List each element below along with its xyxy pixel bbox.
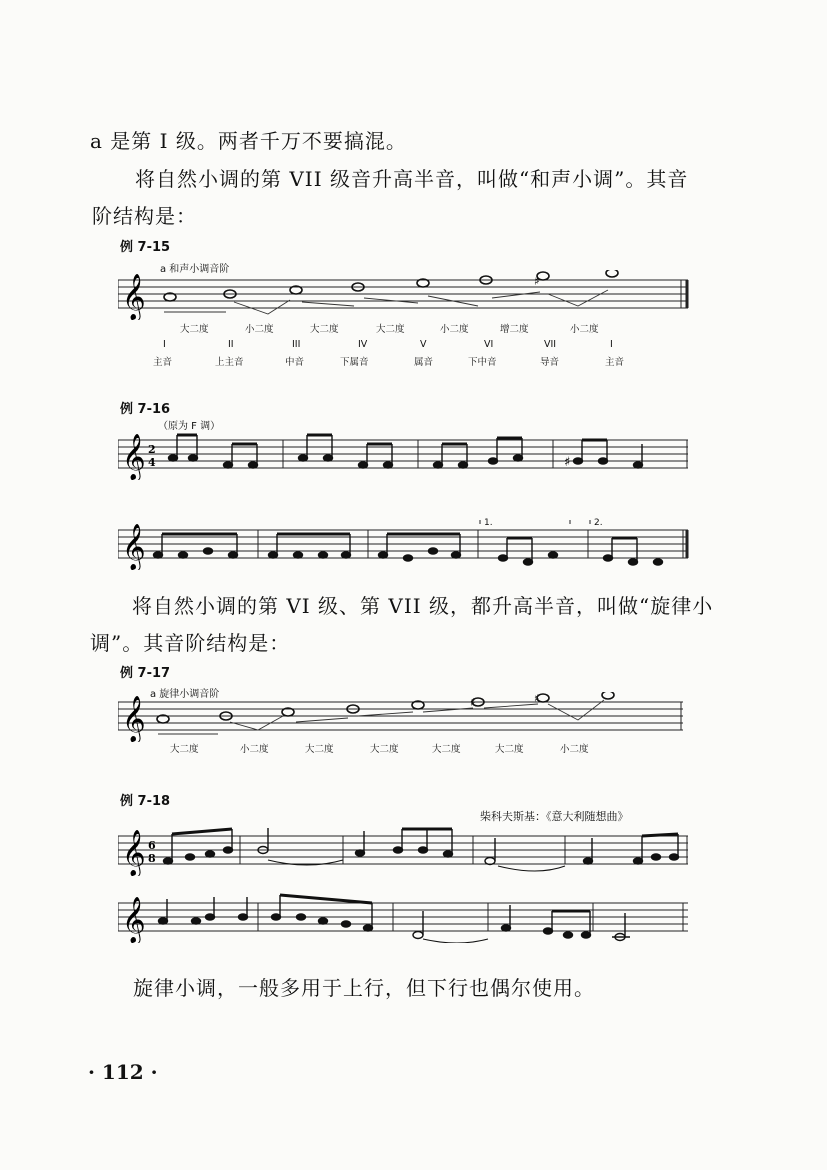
interval-label: 小二度	[560, 744, 589, 755]
interval-label: 小二度	[440, 324, 469, 335]
interval-label: 大二度	[495, 744, 524, 755]
svg-text:𝄞: 𝄞	[122, 830, 146, 876]
interval-label: 大二度	[170, 744, 199, 755]
example-caption: （原为 F 调）	[158, 421, 221, 432]
degree-numeral: I	[163, 339, 166, 350]
degree-function-name: 导音	[540, 357, 560, 368]
degree-function-name: 上主音	[215, 357, 244, 368]
degree-function-name: 中音	[285, 357, 305, 368]
example-caption: a 旋律小调音阶	[150, 689, 220, 700]
paragraph-3-line1: 将自然小调的第 VI 级、第 VII 级，都升高半音，叫做“旋律小	[132, 594, 714, 618]
interval-label: 大二度	[305, 744, 334, 755]
second-ending-label: 2.	[594, 518, 603, 528]
degree-function-name: 属音	[414, 357, 434, 368]
paragraph-4: 旋律小调，一般多用于上行，但下行也偶尔使用。	[133, 976, 595, 1000]
paragraph-1: a 是第 I 级。两者千万不要搞混。	[90, 129, 407, 153]
degree-numeral: VI	[484, 339, 494, 350]
staff-example-7-16-line1	[118, 430, 690, 480]
interval-label: 大二度	[310, 324, 339, 335]
degree-numeral: V	[420, 339, 427, 350]
svg-text:𝄞: 𝄞	[122, 696, 146, 742]
interval-label: 大二度	[432, 744, 461, 755]
degree-numeral: I	[610, 339, 613, 350]
staff-example-7-18-line1	[118, 826, 690, 876]
degree-function-name: 下属音	[340, 357, 369, 368]
svg-text:♯: ♯	[470, 696, 476, 709]
svg-text:𝄞: 𝄞	[122, 434, 146, 480]
interval-label: 小二度	[240, 744, 269, 755]
staff-example-7-16-line2	[118, 520, 690, 570]
svg-text:𝄞: 𝄞	[122, 524, 146, 570]
degree-function-name: 主音	[605, 357, 625, 368]
example-caption: a 和声小调音阶	[160, 264, 230, 275]
degree-numeral: VII	[544, 339, 557, 350]
degree-numeral: II	[228, 339, 234, 350]
svg-text:♯: ♯	[534, 692, 540, 705]
svg-text:♯: ♯	[534, 274, 540, 288]
paragraph-2-line1: 将自然小调的第 VII 级音升高半音，叫做“和声小调”。其音	[135, 167, 689, 191]
example-label: 例 7-15	[120, 240, 171, 255]
staff-example-7-15	[118, 270, 690, 320]
degree-numeral: III	[292, 339, 301, 350]
example-attribution: 柴科夫斯基：《意大利随想曲》	[480, 810, 629, 823]
interval-label: 小二度	[570, 324, 599, 335]
interval-label: 大二度	[376, 324, 405, 335]
svg-text:6: 6	[148, 839, 156, 852]
first-ending-label: 1.	[484, 518, 493, 528]
svg-text:♯: ♯	[564, 455, 571, 470]
staff-example-7-18-line2	[118, 893, 690, 943]
svg-text:𝄞: 𝄞	[122, 274, 146, 320]
paragraph-3-line2: 调”。其音阶结构是：	[90, 631, 291, 655]
example-label: 例 7-18	[120, 794, 171, 809]
svg-text:2: 2	[148, 443, 156, 456]
degree-numeral: IV	[358, 339, 368, 350]
example-label: 例 7-16	[120, 402, 171, 417]
interval-label: 增二度	[500, 324, 529, 335]
svg-text:8: 8	[148, 852, 156, 865]
interval-label: 大二度	[370, 744, 399, 755]
interval-label: 大二度	[180, 324, 209, 335]
svg-text:𝄞: 𝄞	[122, 897, 146, 943]
svg-text:4: 4	[148, 456, 156, 469]
example-label: 例 7-17	[120, 666, 171, 681]
degree-function-name: 主音	[153, 357, 173, 368]
page-number: · 112 ·	[88, 1060, 158, 1084]
degree-function-name: 下中音	[468, 357, 497, 368]
paragraph-2-line2: 阶结构是：	[92, 204, 197, 228]
staff-example-7-17	[118, 692, 690, 742]
interval-label: 小二度	[245, 324, 274, 335]
